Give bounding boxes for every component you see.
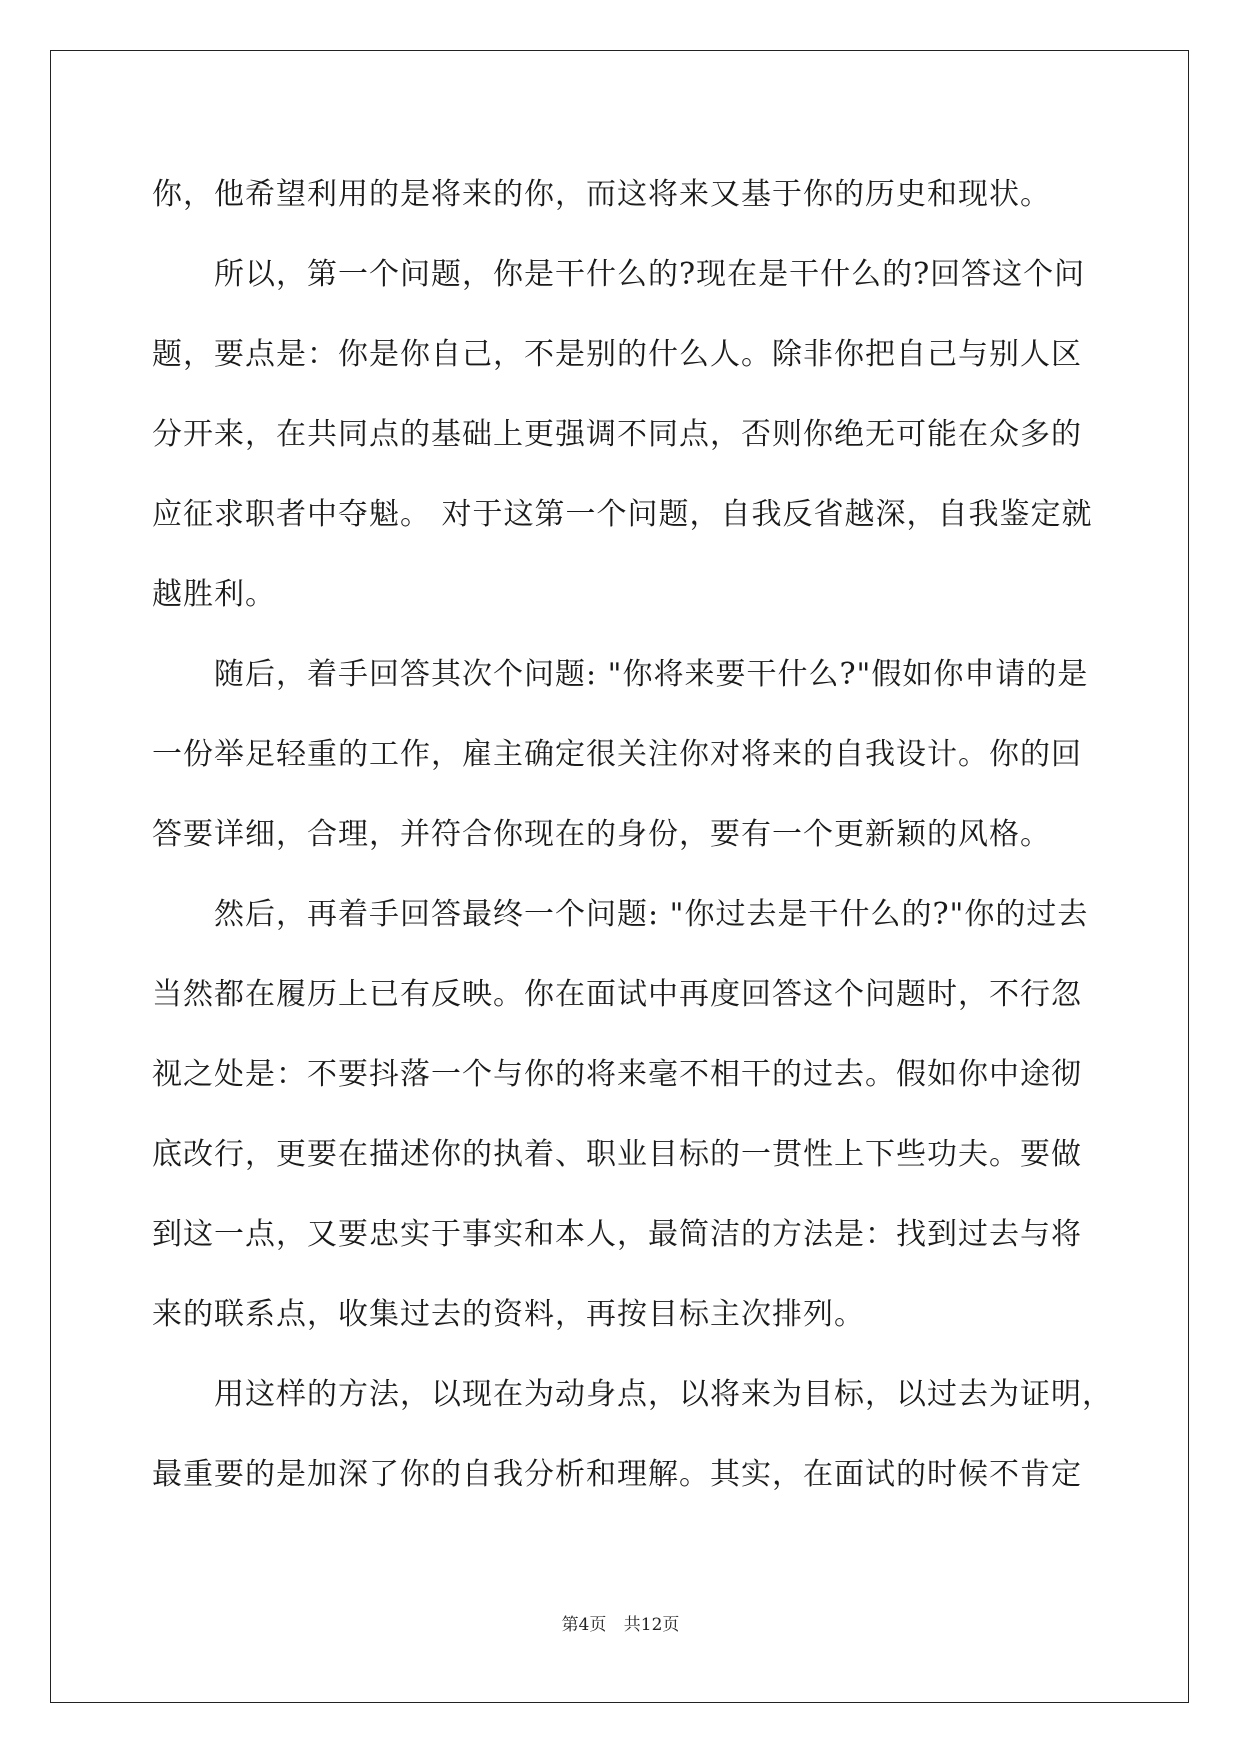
text-line: 到这一点，又要忠实于事实和本人，最简洁的方法是：找到过去与将	[152, 1217, 1082, 1252]
text-line: 一份举足轻重的工作，雇主确定很关注你对将来的自我设计。你的回	[152, 737, 1082, 772]
text-line: 你，他希望利用的是将来的你，而这将来又基于你的历史和现状。	[152, 177, 1051, 212]
text-line: 分开来，在共同点的基础上更强调不同点，否则你绝无可能在众多的	[152, 417, 1082, 452]
page-footer	[0, 1610, 1241, 1635]
text-line: 随后，着手回答其次个问题: "你将来要干什么?"假如你申请的是	[214, 657, 1089, 692]
text-line: 应征求职者中夺魁。 对于这第一个问题，自我反省越深，自我鉴定就	[152, 497, 1093, 532]
text-line: 当然都在履历上已有反映。你在面试中再度回答这个问题时，不行忽	[152, 977, 1082, 1012]
page-number: 第4页	[561, 1615, 607, 1635]
text-line: 用这样的方法，以现在为动身点，以将来为目标，以过去为证明，	[214, 1377, 1113, 1412]
text-line: 最重要的是加深了你的自我分析和理解。其实，在面试的时候不肯定	[152, 1457, 1082, 1492]
text-line: 越胜利。	[152, 577, 276, 612]
text-line: 来的联系点，收集过去的资料，再按目标主次排列。	[152, 1297, 865, 1332]
text-line: 视之处是：不要抖落一个与你的将来毫不相干的过去。假如你中途彻	[152, 1057, 1082, 1092]
text-line: 答要详细，合理，并符合你现在的身份，要有一个更新颖的风格。	[152, 817, 1051, 852]
text-line: 所以，第一个问题，你是干什么的?现在是干什么的?回答这个问	[214, 257, 1086, 292]
text-line: 题，要点是：你是你自己，不是别的什么人。除非你把自己与别人区	[152, 337, 1082, 372]
page-total: 共12页	[623, 1615, 680, 1635]
document-body	[152, 155, 1113, 1515]
text-line: 底改行，更要在描述你的执着、职业目标的一贯性上下些功夫。要做	[152, 1137, 1082, 1172]
text-line: 然后，再着手回答最终一个问题: "你过去是干什么的?"你的过去	[214, 897, 1089, 932]
